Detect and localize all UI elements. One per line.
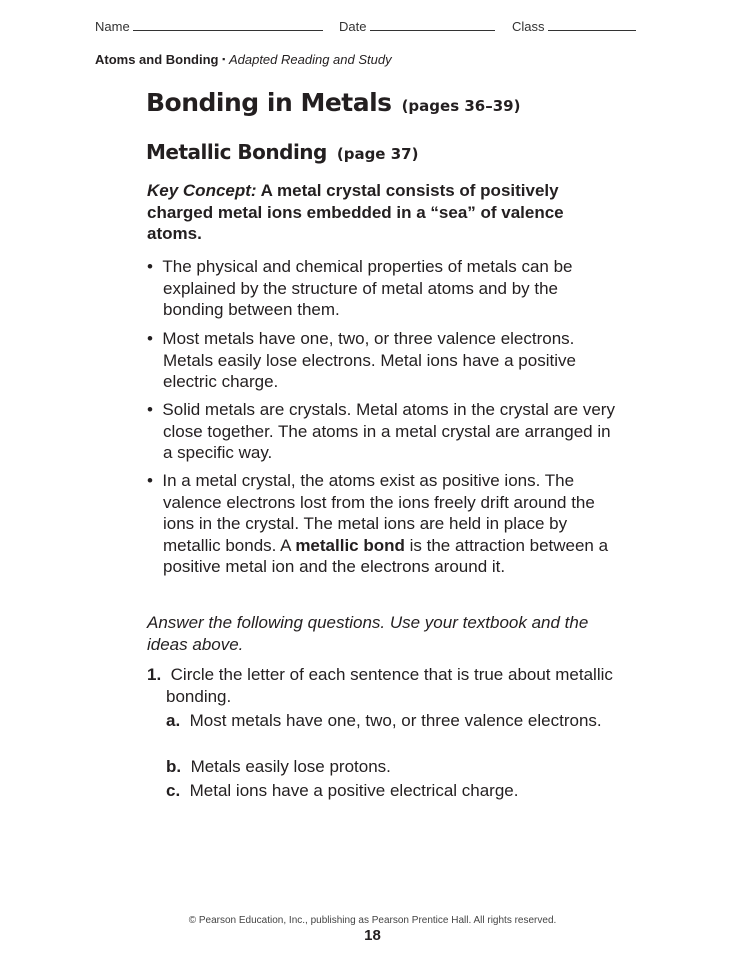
key-concept-text: A metal crystal consists of positively charged metal ions embedded in a “sea” of valence atoms. [147,181,564,243]
option-text: Metals easily lose protons. [190,757,391,776]
date-label: Date [339,19,367,34]
option-text: Metal ions have a positive electrical charge. [189,781,519,800]
name-label: Name [95,19,130,34]
bullet-text: The physical and chemical properties of metals can be explained by the structure of metal atoms and by the bonding between them. [162,257,573,319]
bullet-text: Solid metals are crystals. Metal atoms in the crystal are very close together. The atoms in a metal crystal are arranged in a specific way. [162,400,615,462]
subtitle-text: Metallic Bonding [146,140,327,164]
unit-name: Atoms and Bonding [95,52,219,67]
page-number: 18 [364,927,381,944]
question-number: 1. [147,665,162,684]
bullet-text: Most metals have one, two, or three valence electrons. Metals easily lose electrons. Metal ions have a positive electric charge. [162,329,576,391]
option-letter[interactable]: a. [166,711,181,730]
copyright: © Pearson Education, Inc., publishing as Pearson Prentice Hall. All rights reserved. [188,915,557,926]
bullet-item: • Solid metals are crystals. Metal atoms in the crystal are very close together. The atoms in a metal crystal are arranged in a specific way. [147,400,615,462]
subtitle-pages: (page 37) [336,145,419,163]
option-a[interactable] [166,710,619,732]
class-label: Class [512,19,545,34]
question-text: Circle the letter of each sentence that is true about metallic bonding. [166,665,613,706]
section-title [146,140,418,164]
bullet-text: is the attraction between a positive metal ion and the electrons around it. [163,535,609,576]
separator-icon: ▪ [222,54,226,64]
option-letter[interactable]: c. [166,781,181,800]
section-name: Adapted Reading and Study [228,52,392,67]
bullet-item: • Most metals have one, two, or three valence electrons. Metals easily lose electrons. Metal ions have a positive electric charge. [147,329,576,391]
question-1 [147,664,621,707]
key-concept [147,180,602,245]
bold-term: metallic bond [295,535,405,555]
title-text: Bonding in Metals [146,88,392,117]
option-b[interactable] [166,756,619,778]
title-pages: (pages 36–39) [401,97,521,115]
page-title [146,88,520,117]
option-letter[interactable]: b. [166,757,182,776]
key-concept-label: Key Concept: [147,181,257,200]
date-field[interactable] [339,19,495,34]
option-c[interactable] [166,780,619,802]
bullet-item: • The physical and chemical properties of metals can be explained by the structure of metal atoms and by the bonding between them. [147,257,573,319]
name-field[interactable] [95,19,323,34]
option-text: Most metals have one, two, or three valence electrons. [189,711,602,730]
bullet-item: • In a metal crystal, the atoms exist as positive ions. The valence electrons lost from the ions freely drift around the ions in the crystal. The metal ions are held in place by metallic bonds. A metallic bond is the attraction between a positive metal ion and the electrons around it. [147,471,609,576]
subheader [95,52,392,67]
class-field[interactable] [512,19,636,34]
bullet-text: In a metal crystal, the atoms exist as positive ions. The valence electrons lost from the ions freely drift around the ions in the crystal. The metal ions are held in place by metallic bonds. A [162,471,595,555]
instructions: Answer the following questions. Use your textbook and the ideas above. [147,613,589,654]
